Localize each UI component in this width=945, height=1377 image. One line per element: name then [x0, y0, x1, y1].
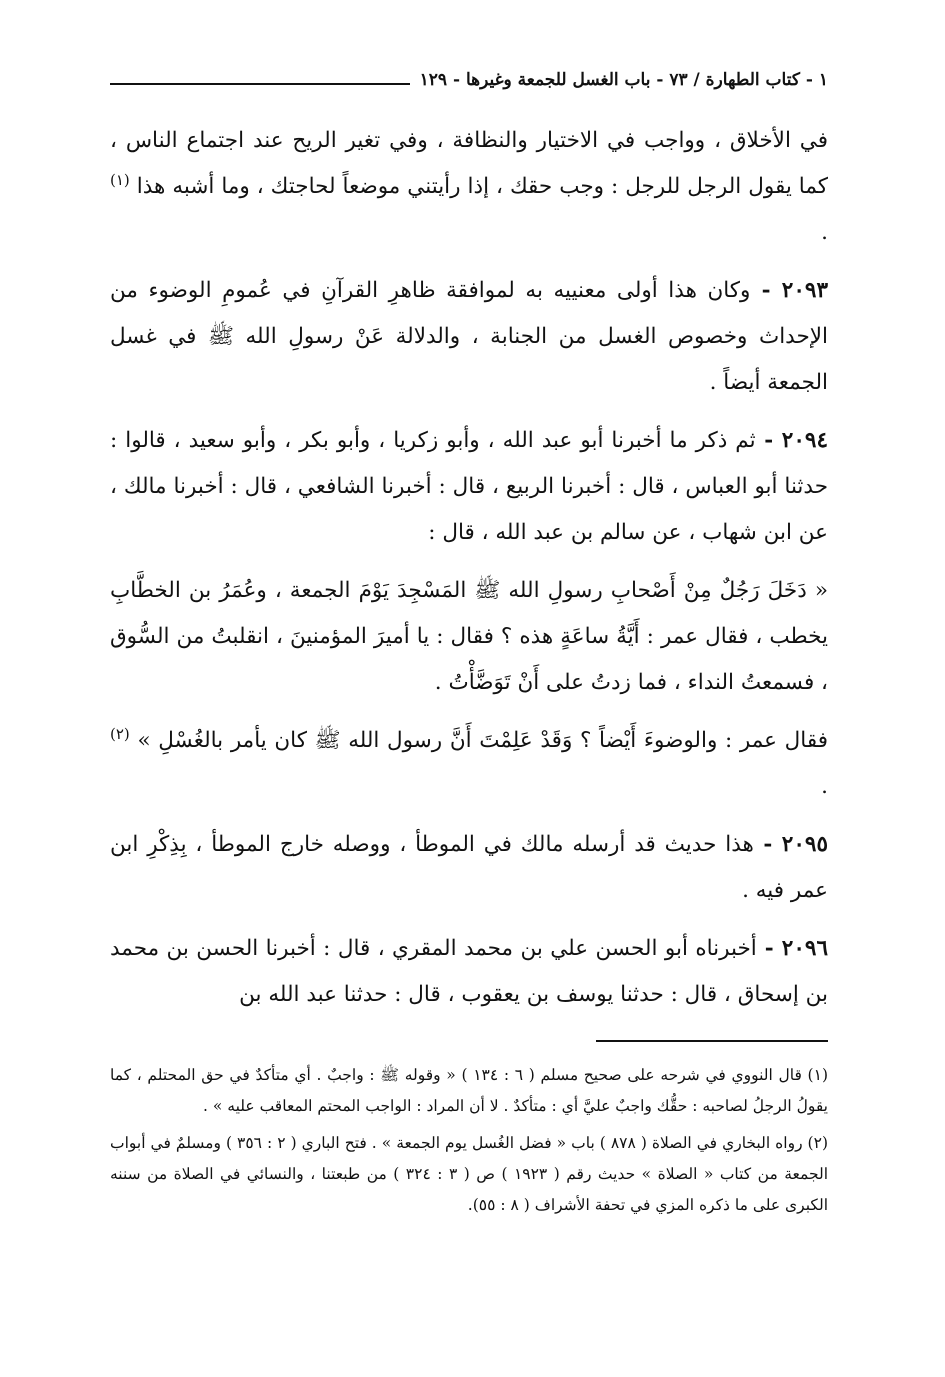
paragraph-2093 [110, 268, 828, 406]
paragraph-text: أخبرناه أبو الحسن علي بن محمد المقري ، قال : أخبرنا الحسن بن محمد بن إسحاق ، قال : حدثنا يوسف بن يعقوب ، قال : حدثنا عبد الله بن [110, 936, 828, 1007]
paragraph-tail: . [821, 774, 828, 799]
paragraph-number: ٢٠٩٤ - [755, 428, 828, 453]
header-rule [110, 83, 410, 85]
running-title: ١ - كتاب الطهارة / ٧٣ - باب الغسل للجمعة وغيرها - ١٢٩ [419, 70, 828, 90]
paragraph-text: ثم ذكر ما أخبرنا أبو عبد الله ، وأبو زكريا ، وأبو بكر ، وأبو سعيد ، قالوا : حدثنا أبو العباس ، قال : أخبرنا الربيع ، قال : أخبرنا الشافعي ، قال : أخبرنا مالك ، عن ابن شهاب ، عن سالم بن عبد الله ، قال : [110, 428, 828, 545]
paragraph-text: « دَخَلَ رَجُلٌ مِنْ أَصْحابِ رسولِ الله ﷺ المَسْجِدَ يَوْمَ الجمعة ، وعُمَرُ بن الخطَّابِ يخطب ، فقال عمر : أَيَّةُ ساعَةٍ هذه ؟ فقال : يا أميرَ المؤمنينَ ، انقلبتُ من السُّوق ، فسمعتُ النداء ، فما زدتُ على أَنْ تَوَضَّأْتُ . [110, 578, 828, 695]
footnote-1: (١) قال النووي في شرحه على صحيح مسلم ( ٦ : ١٣٤ ) « وقوله ﷺ : واجبٌ . أي متأكدٌ في حق المحتلم ، كما يقولُ الرجلُ لصاحبه : حقُّك واجبٌ عليَّ أي : متأكدٌ . لا أن المراد : الواجب المحتم المعاقب عليه » . [110, 1066, 828, 1115]
paragraph-2095 [110, 822, 828, 914]
hadith-quote [110, 568, 828, 706]
footnotes [110, 1060, 828, 1221]
paragraph-tail: . [821, 220, 828, 245]
paragraph-text: فقال عمر : والوضوءَ أَيْضاً ؟ وَقَدْ عَلِمْتَ أَنَّ رسول الله ﷺ كان يأمر بالغُسْلِ » [137, 728, 828, 753]
running-header [110, 62, 828, 98]
hadith-quote-end [110, 718, 828, 810]
book-page [110, 62, 828, 1227]
footnote-ref-1: (١) [110, 170, 130, 189]
paragraph-number: ٢٠٩٣ - [750, 278, 828, 303]
paragraph-number: ٢٠٩٦ - [756, 936, 828, 961]
paragraph-text: وكان هذا أولى معنييه به لموافقة ظاهرِ القرآنِ في عُمومِ الوضوء من الإحداث وخصوص الغسل من الجنابة ، والدلالة عَنْ رسولِ الله ﷺ في غسل الجمعة أيضاً . [110, 278, 828, 395]
footnote-2: (٢) رواه البخاري في الصلاة ( ٨٧٨ ) باب « فضل الغُسل يوم الجمعة » . فتح الباري ( ٢ : ٣٥٦ ) ومسلمٌ في أبواب الجمعة من كتاب « الصلاة » حديث رقم ( ١٩٢٣ ) ص ( ٣ : ٣٢٤ ) من طبعتنا ، والنسائي في الصلاة من سننه الكبرى على ما ذكره المزي في تحفة الأشراف ( ٨ : ٥٥). [110, 1134, 829, 1214]
main-text [110, 118, 828, 1018]
paragraph-2094 [110, 418, 828, 556]
paragraph-number: ٢٠٩٥ - [753, 832, 828, 857]
footnote-separator [596, 1040, 828, 1042]
paragraph-2096 [110, 926, 828, 1018]
paragraph-continuation [110, 118, 828, 256]
paragraph-text: هذا حديث قد أرسله مالك في الموطأ ، ووصله خارج الموطأ ، بِذِكْرِ ابن عمر فيه . [110, 832, 828, 903]
paragraph-text: في الأخلاق ، وواجب في الاختيار والنظافة ، وفي تغير الريح عند اجتماع الناس ، كما يقول الرجل للرجل : وجب حقك ، إذا رأيتني موضعاً لحاجتك ، وما أشبه هذا [110, 128, 828, 199]
footnote-ref-2: (٢) [110, 724, 130, 743]
